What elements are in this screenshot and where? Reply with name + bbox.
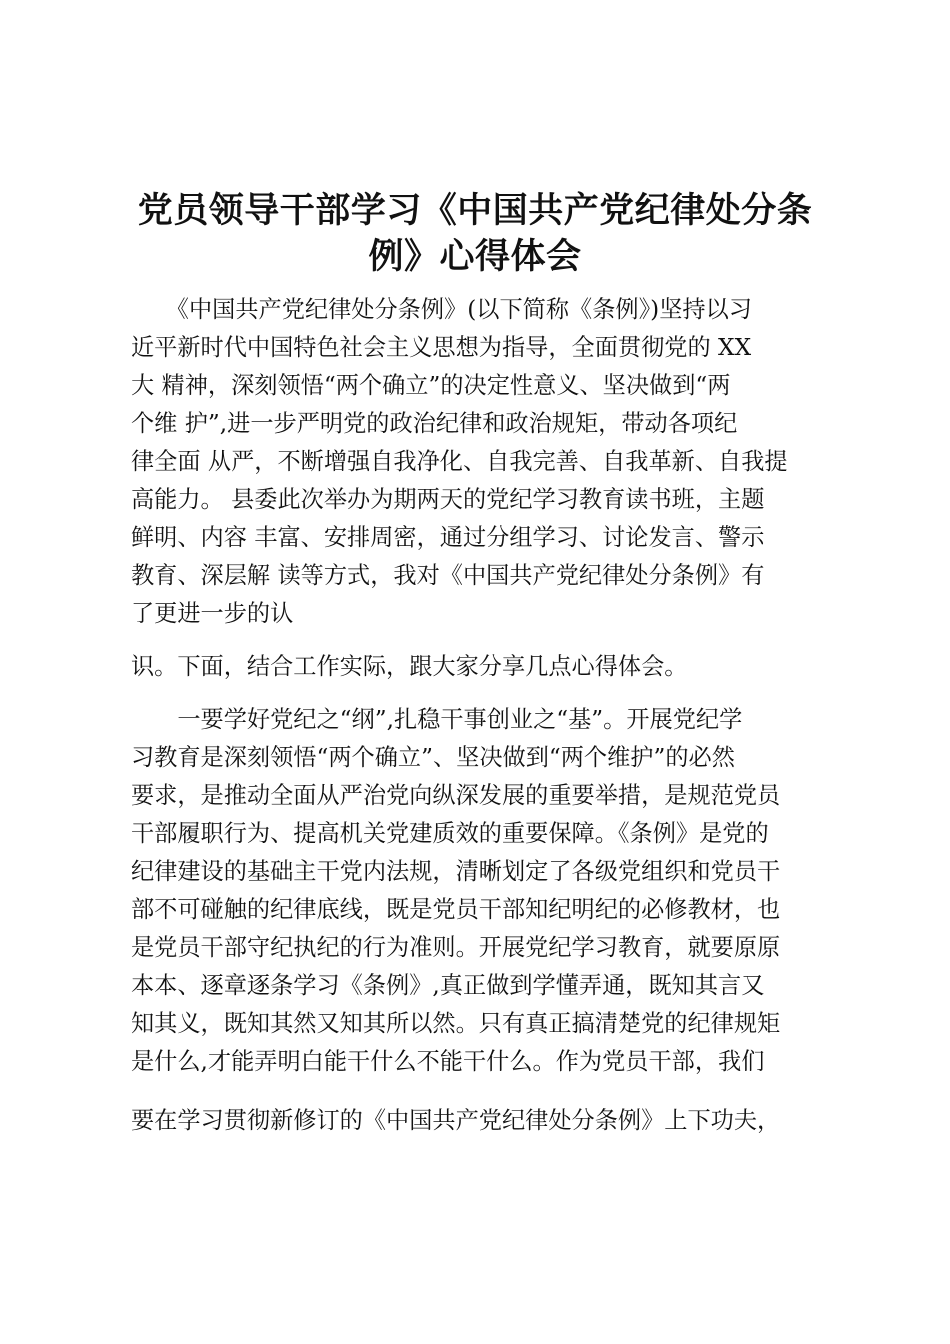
- title-line: 例》心得体会: [368, 237, 582, 277]
- paragraph-line: 大 精神，深刻领悟“两个确立”的决定性意义、坚决做到“两: [131, 372, 731, 399]
- paragraph-line: 要求，是推动全面从严治党向纵深发展的重要举措，是规范党员: [131, 782, 781, 809]
- paragraph-line: 《中国共产党纪律处分条例》(以下简称《条例》)坚持以习: [131, 296, 752, 323]
- paragraph-line: 一要学好党纪之“纲”,扎稳干事创业之“基”。开展党纪学: [131, 706, 743, 733]
- paragraph-line: 本本、逐章逐条学习《条例》,真正做到学懂弄通，既知其言又: [131, 972, 765, 999]
- paragraph-line: 近平新时代中国特色社会主义思想为指导，全面贯彻党的 XX: [131, 334, 752, 361]
- paragraph-line: 了更进一步的认: [131, 600, 294, 627]
- paragraph-line: 知其义，既知其然又知其所以然。只有真正搞清楚党的纪律规矩: [131, 1010, 781, 1037]
- paragraph-line: 部不可碰触的纪律底线，既是党员干部知纪明纪的必修教材，也: [131, 896, 781, 923]
- document-title: [110, 188, 840, 280]
- paragraph-line: 习教育是深刻领悟“两个确立”、坚决做到“两个维护”的必然: [131, 744, 735, 771]
- paragraph-line: 纪律建设的基础主干党内法规，清晰划定了各级党组织和党员干: [131, 858, 781, 885]
- paragraph-line: 高能力。 县委此次举办为期两天的党纪学习教育读书班，主题: [131, 486, 765, 513]
- title-line: 党员领导干部学习《中国共产党纪律处分条: [137, 191, 813, 231]
- paragraph-line: 教育、深层解 读等方式，我对《中国共产党纪律处分条例》有: [131, 562, 765, 589]
- paragraph-line: 干部履职行为、提高机关党建质效的重要保障。《条例》是党的: [131, 820, 769, 847]
- paragraph-line: 律全面 从严，不断增强自我净化、自我完善、自我革新、自我提: [131, 448, 788, 475]
- paragraph-line: 要在学习贯彻新修订的《中国共产党纪律处分条例》上下功夫，: [131, 1107, 781, 1134]
- paragraph-line: 是党员干部守纪执纪的行为准则。开展党纪学习教育，就要原原: [131, 934, 781, 961]
- paragraph-line: 个维 护”,进一步严明党的政治纪律和政治规矩，带动各项纪: [131, 410, 738, 437]
- paragraph-line: 鲜明、内容 丰富、安排周密，通过分组学习、讨论发言、警示: [131, 524, 765, 551]
- paragraph-line: 识。下面，结合工作实际，跟大家分享几点心得体会。: [131, 653, 688, 680]
- paragraph-line: 是什么,才能弄明白能干什么不能干什么。作为党员干部，我们: [131, 1048, 765, 1075]
